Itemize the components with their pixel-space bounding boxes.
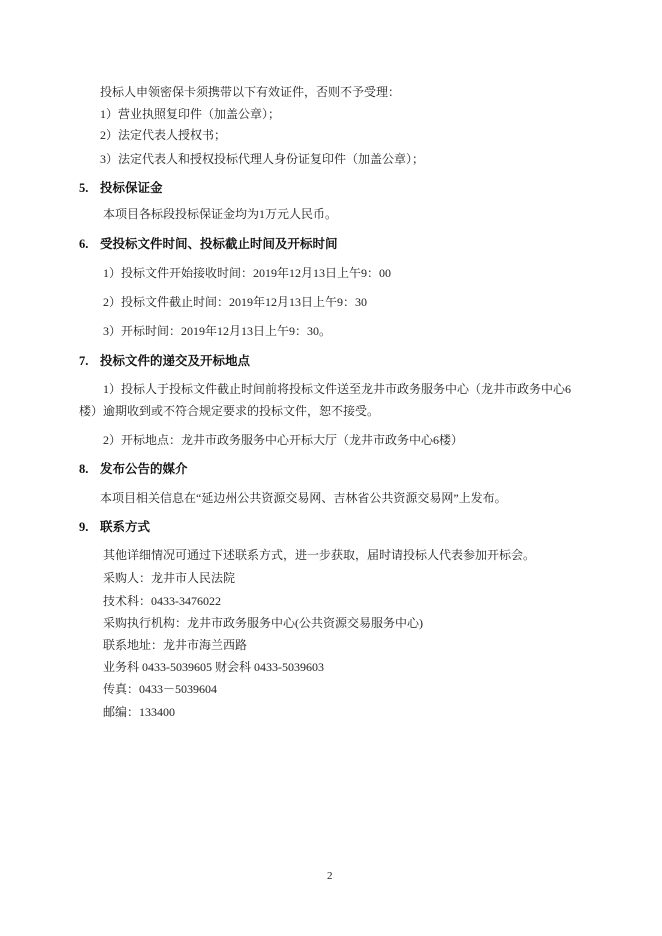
intro-item: 3）法定代表人和授权投标代理人身份证复印件（加盖公章）； [100, 152, 425, 166]
section-title: 投标文件的递交及开标地点 [100, 354, 251, 368]
intro-item: 2）法定代表人授权书； [100, 128, 227, 142]
intro-item: 1）营业执照复印件（加盖公章）； [100, 107, 281, 121]
contact-line: 采购执行机构：龙井市政务服务中心(公共资源交易服务中心) [103, 616, 423, 630]
contact-line: 邮编：133400 [103, 705, 176, 719]
contact-line: 采购人：龙井市人民法院 [103, 571, 236, 585]
section-title: 受投标文件时间、投标截止时间及开标时间 [100, 237, 338, 251]
section-number: 8. [79, 462, 89, 476]
intro-text: 投标人申领密保卡须携带以下有效证件，否则不予受理： [100, 85, 401, 99]
page-number: 2 [327, 870, 333, 882]
section-5-text: 本项目各标段投标保证金均为1万元人民币。 [103, 207, 338, 221]
section-title: 联系方式 [100, 520, 151, 534]
section-number: 6. [79, 237, 89, 251]
section-number: 7. [79, 354, 89, 368]
section-6-item: 2）投标文件截止时间：2019年12月13日上午9：30 [103, 295, 368, 309]
section-8-text: 本项目相关信息在“延边州公共资源交易网、吉林省公共资源交易网”上发布。 [100, 491, 507, 505]
section-6-item: 3）开标时间：2019年12月13日上午9：30。 [103, 324, 332, 338]
section-6-item: 1）投标文件开始接收时间：2019年12月13日上午9：00 [103, 266, 392, 280]
section-number: 5. [79, 181, 89, 195]
section-7-item-cont: 楼）逾期收到或不符合规定要求的投标文件，恕不接受。 [79, 404, 380, 418]
section-title: 投标保证金 [100, 181, 163, 195]
section-title: 发布公告的媒介 [100, 462, 188, 476]
contact-line: 技术科：0433-3476022 [103, 594, 221, 608]
contact-line: 其他详细情况可通过下述联系方式，进一步获取，届时请投标人代表参加开标会。 [103, 548, 536, 562]
contact-line: 传真：0433－5039604 [103, 682, 218, 696]
section-7-item: 1）投标人于投标文件截止时间前将投标文件送至龙井市政务服务中心（龙井市政务中心6 [103, 382, 572, 396]
section-7-item: 2）开标地点：龙井市政务服务中心开标大厅（龙井市政务中心6楼） [103, 433, 464, 447]
section-number: 9. [79, 520, 89, 534]
contact-line: 业务科 0433-5039605 财会科 0433-5039603 [103, 660, 324, 674]
contact-line: 联系地址：龙井市海兰西路 [103, 638, 248, 652]
